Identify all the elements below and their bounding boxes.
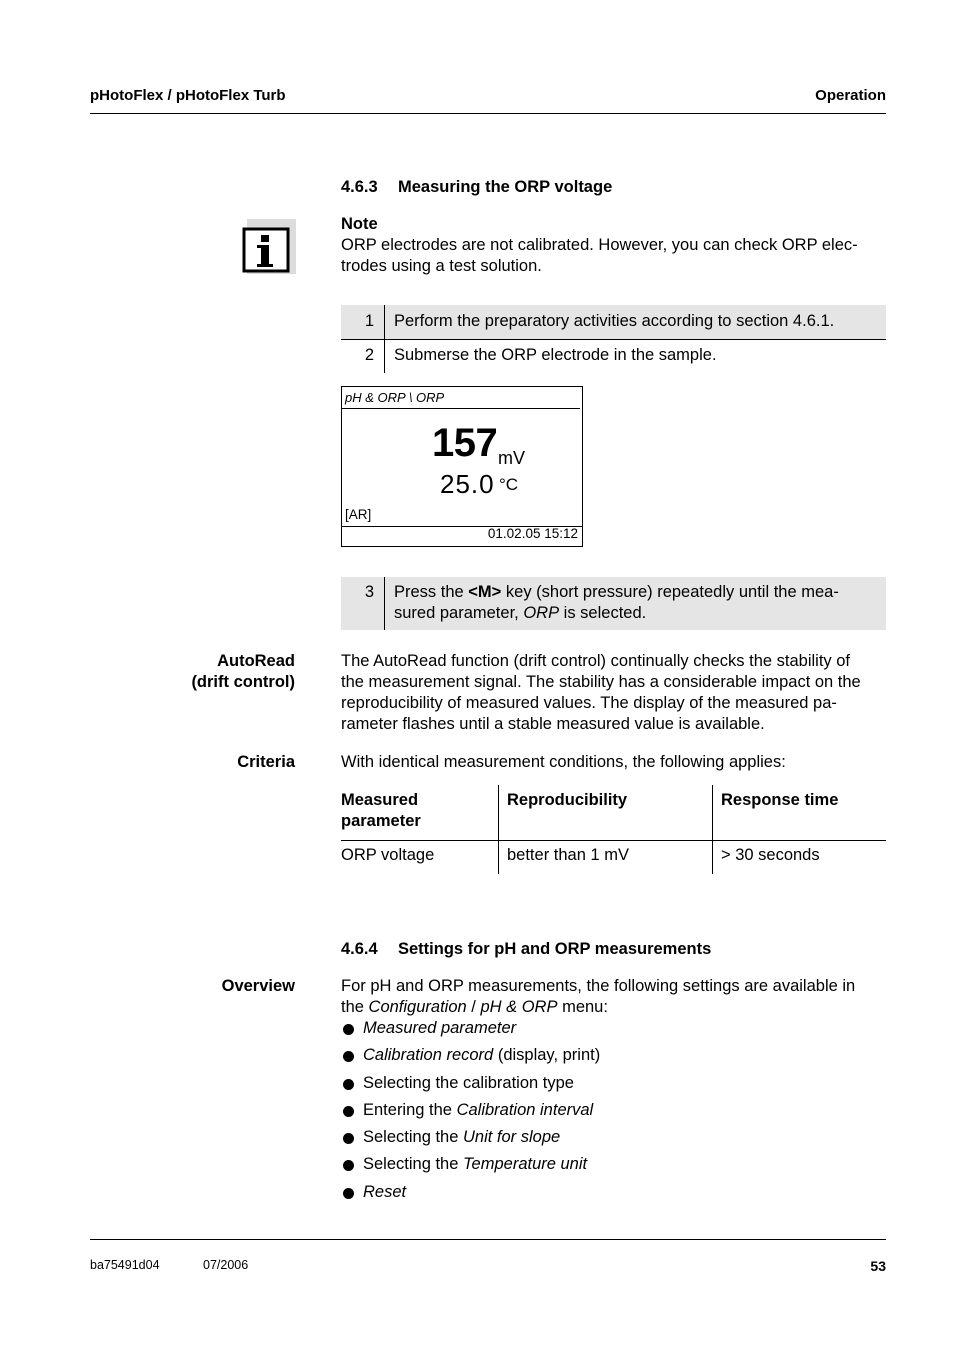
display-datetime: 01.02.05 15:12 (487, 526, 578, 541)
display-status: [AR] (345, 507, 372, 522)
meter-display (341, 386, 583, 547)
display-menu-path: pH & ORP \ ORP (345, 390, 445, 405)
footer-doc-id: ba75491d04 (90, 1258, 160, 1272)
section-heading-4-6-3 (341, 178, 612, 197)
step-text: Perform the preparatory activities according to section 4.6.1. (394, 312, 835, 330)
section-number: 4.6.3 (341, 178, 378, 196)
footer-rule (90, 1239, 886, 1240)
display-value-unit: mV (498, 448, 525, 468)
note-line-1: ORP electrodes are not calibrated. However, you can check ORP elec- (341, 236, 858, 254)
display-value: 157 (432, 421, 498, 465)
key-label: <M> (468, 583, 502, 601)
step-row (341, 340, 886, 373)
footer-date: 07/2006 (203, 1258, 249, 1272)
section-number: 4.6.4 (341, 940, 378, 958)
overview-label: Overview (221, 977, 295, 995)
section-heading-4-6-4 (341, 940, 711, 959)
table-header: Reproducibility (507, 791, 628, 809)
step-table (341, 577, 886, 630)
page-number: 53 (870, 1258, 886, 1274)
step-table (341, 305, 886, 373)
autoread-text: The AutoRead function (drift control) continually checks the stability of the measurement signal. The stability has a considerable impact on the reproducibility of measured values. The display of the measured pa- rameter flashes until a stable measured value is available. (341, 652, 861, 733)
header-section: Operation (815, 87, 886, 104)
table-header: Measured parameter (341, 791, 421, 830)
step-row (341, 577, 886, 630)
step-row (341, 305, 886, 339)
criteria-label: Criteria (237, 753, 295, 771)
info-icon (242, 218, 296, 274)
table-cell: better than 1 mV (507, 846, 629, 864)
table-cell: > 30 seconds (721, 846, 820, 864)
section-title: Measuring the ORP voltage (398, 178, 613, 196)
display-temperature: 25.0 (440, 469, 495, 499)
step-text: Press the <M> key (short pressure) repeatedly until the mea- sured parameter, ORP is selected. (394, 583, 839, 622)
step-number: 3 (364, 583, 374, 601)
display-temperature-unit: °C (499, 475, 519, 494)
step-number: 2 (364, 346, 374, 364)
criteria-table (341, 785, 886, 874)
table-header: Response time (721, 791, 839, 809)
step-text: Submerse the ORP electrode in the sample. (394, 346, 717, 364)
autoread-label: AutoRead (drift control) (191, 652, 295, 691)
header-title: pHotoFlex / pHotoFlex Turb (90, 87, 286, 104)
table-cell: ORP voltage (341, 846, 435, 864)
note-label: Note (341, 215, 378, 233)
step-number: 1 (364, 312, 374, 330)
note-line-2: trodes using a test solution. (341, 257, 542, 275)
section-title: Settings for pH and ORP measurements (398, 940, 712, 958)
criteria-text: With identical measurement conditions, the following applies: (341, 753, 786, 771)
overview-text: For pH and ORP measurements, the following settings are available in the Configuration / pH & ORP menu: (341, 977, 856, 1016)
header-rule (90, 113, 886, 114)
